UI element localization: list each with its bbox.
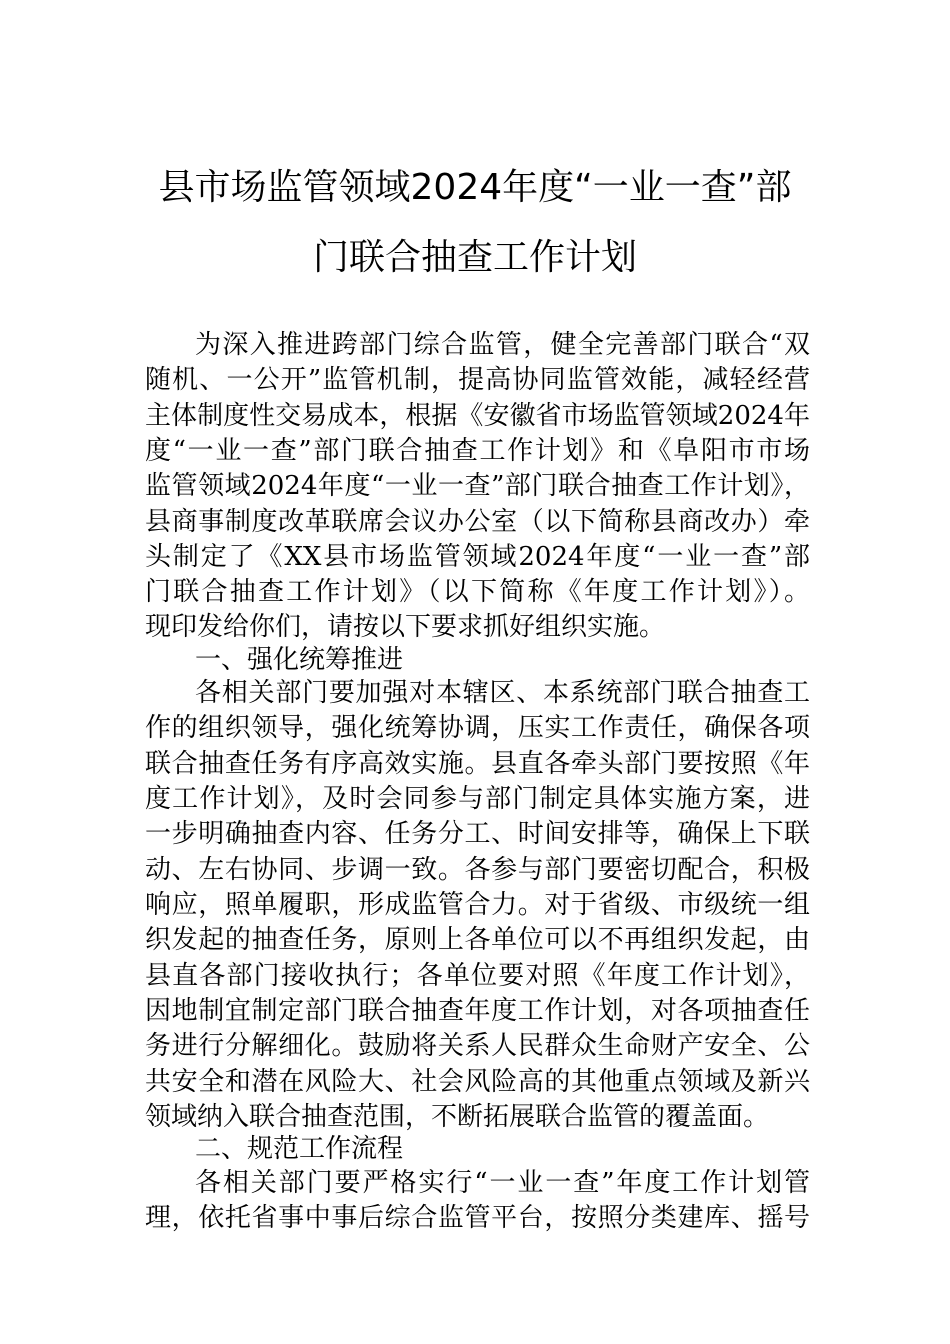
- section-2-paragraph-line: 理，依托省事中事后综合监管平台，按照分类建库、摇号: [145, 1203, 810, 1233]
- intro-paragraph-line: 门联合抽查工作计划》（以下简称《年度工作计划》）。: [145, 577, 810, 607]
- section-1-paragraph-line: 响应，照单履职，形成监管合力。对于省级、市级统一组: [145, 890, 810, 920]
- section-1-paragraph-line: 各相关部门要加强对本辖区、本系统部门联合抽查工: [195, 678, 810, 708]
- intro-paragraph-line: 主体制度性交易成本，根据《安徽省市场监管领域2024年: [145, 401, 810, 431]
- intro-paragraph-line: 县商事制度改革联席会议办公室（以下简称县商改办）牵: [145, 507, 810, 537]
- section-1-paragraph-line: 领域纳入联合抽查范围，不断拓展联合监管的覆盖面。: [145, 1102, 770, 1132]
- intro-paragraph-line: 头制定了《XX县市场监管领域2024年度“一业一查”部: [145, 542, 810, 572]
- section-1-paragraph-line: 联合抽查任务有序高效实施。县直各牵头部门要按照《年: [145, 749, 810, 779]
- section-2-paragraph-line: 各相关部门要严格实行“一业一查”年度工作计划管: [195, 1168, 810, 1198]
- document-title-line-1: 县市场监管领域2024年度“一业一查”部: [158, 167, 792, 208]
- document-title-line-2: 门联合抽查工作计划: [312, 237, 637, 278]
- section-1-paragraph-line: 共安全和潜在风险大、社会风险高的其他重点领域及新兴: [145, 1067, 810, 1097]
- intro-paragraph-line: 监管领域2024年度“一业一查”部门联合抽查工作计划》，: [145, 471, 810, 501]
- section-1-paragraph-line: 织发起的抽查任务，原则上各单位可以不再组织发起，由: [145, 925, 810, 955]
- section-1-paragraph-line: 作的组织领导，强化统筹协调，压实工作责任，确保各项: [145, 713, 810, 743]
- section-1-paragraph-line: 县直各部门接收执行；各单位要对照《年度工作计划》，: [145, 961, 810, 991]
- section-1-paragraph-line: 一步明确抽查内容、任务分工、时间安排等，确保上下联: [145, 819, 810, 849]
- section-1-paragraph-line: 度工作计划》，及时会同参与部门制定具体实施方案，进: [145, 784, 810, 814]
- intro-paragraph-line: 度“一业一查”部门联合抽查工作计划》和《阜阳市市场: [145, 436, 810, 466]
- section-1-paragraph-line: 因地制宜制定部门联合抽查年度工作计划，对各项抽查任: [145, 996, 810, 1026]
- intro-paragraph-line: 随机、一公开”监管机制，提高协同监管效能，减轻经营: [145, 365, 810, 395]
- section-1-paragraph-line: 动、左右协同、步调一致。各参与部门要密切配合，积极: [145, 855, 810, 885]
- section-1-heading: 一、强化统筹推进: [195, 645, 404, 675]
- section-1-paragraph-line: 务进行分解细化。鼓励将关系人民群众生命财产安全、公: [145, 1031, 810, 1061]
- intro-paragraph-line: 现印发给你们，请按以下要求抓好组织实施。: [145, 612, 666, 642]
- intro-paragraph-line: 为深入推进跨部门综合监管，健全完善部门联合“双: [195, 330, 810, 360]
- section-2-heading: 二、规范工作流程: [195, 1134, 404, 1164]
